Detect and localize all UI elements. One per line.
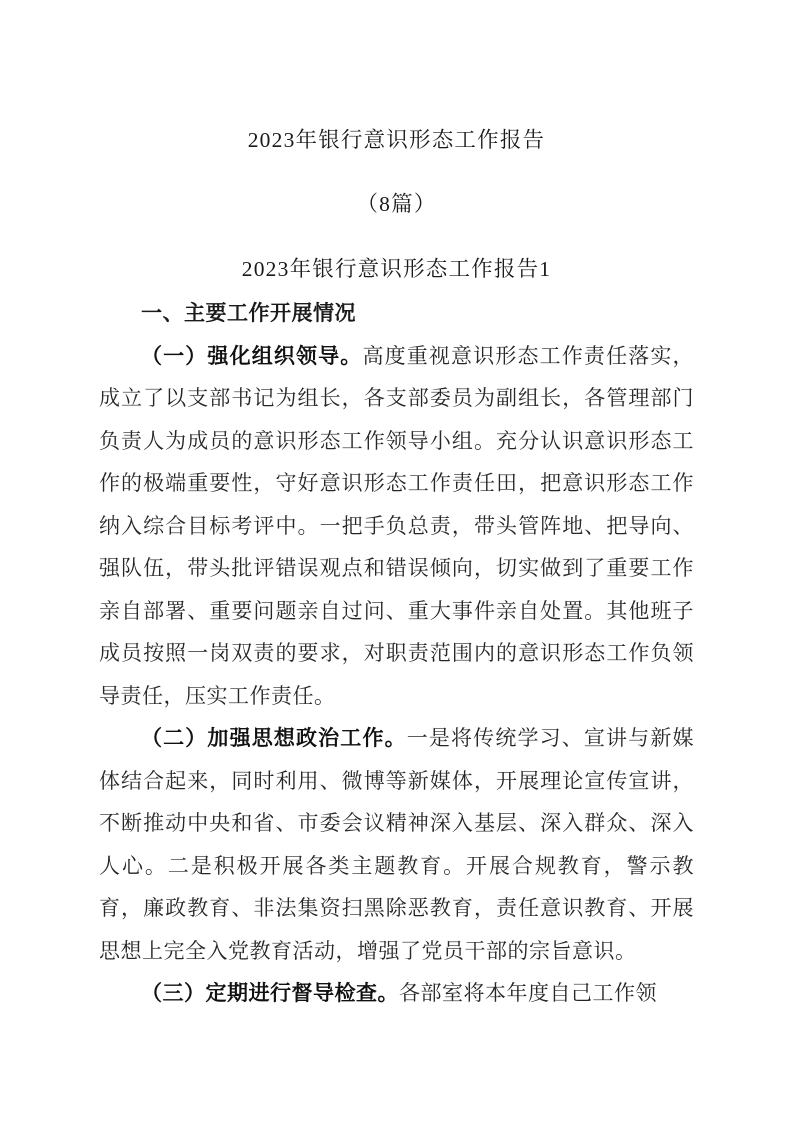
paragraph-1-body: 高度重视意识形态工作责任落实，成立了以支部书记为组长，各支部委员为副组长，各管理部门负责人为成员的意识形态工作领导小组。充分认识意识形态工作的极端重要性，守好意识形态工作责任田，把意识形态工作纳入综合目标考评中。一把手负总责，带头管阵地、把导向、强队伍，带头批评错误观点和错误倾向，切实做到了重要工作亲自部署、重要问题亲自过问、重大事件亲自处置。其他班子成员按照一岗双责的要求，对职责范围内的意识形态工作负领导责任，压实工作责任。 — [99, 343, 695, 708]
paragraph-2-lead: （二）加强思想政治工作。 — [141, 726, 407, 750]
heading-main-work: 一、主要工作开展情况 — [141, 301, 356, 325]
paragraph-3-body: 各部室将本年度自己工作领 — [399, 981, 657, 1005]
section-title: 2023年银行意识形态工作报告1 — [241, 257, 552, 281]
paragraph-1-lead: （一）强化组织领导。 — [141, 343, 363, 368]
document-body — [99, 292, 694, 1015]
paragraph-3 — [99, 972, 694, 1015]
paragraph-2-body: 一是将传统学习、宣讲与新媒体结合起来，同时利用、微博等新媒体，开展理论宣传宣讲，不断推动中央和省、市委会议精神深入基层、深入群众、深入人心。二是积极开展各类主题教育。开展合规教育，警示教育，廉政教育、非法集资扫黑除恶教育，责任意识教育、开展思想上完全入党教育活动，增强了党员干部的宗旨意识。 — [99, 726, 694, 963]
paragraph-2 — [99, 717, 694, 972]
paragraph-1 — [99, 335, 694, 718]
document-title: 2023年银行意识形态工作报告 — [247, 128, 546, 152]
paragraph-3-lead: （三）定期进行督导检查。 — [141, 981, 399, 1005]
document-subtitle: （8篇） — [356, 192, 437, 216]
